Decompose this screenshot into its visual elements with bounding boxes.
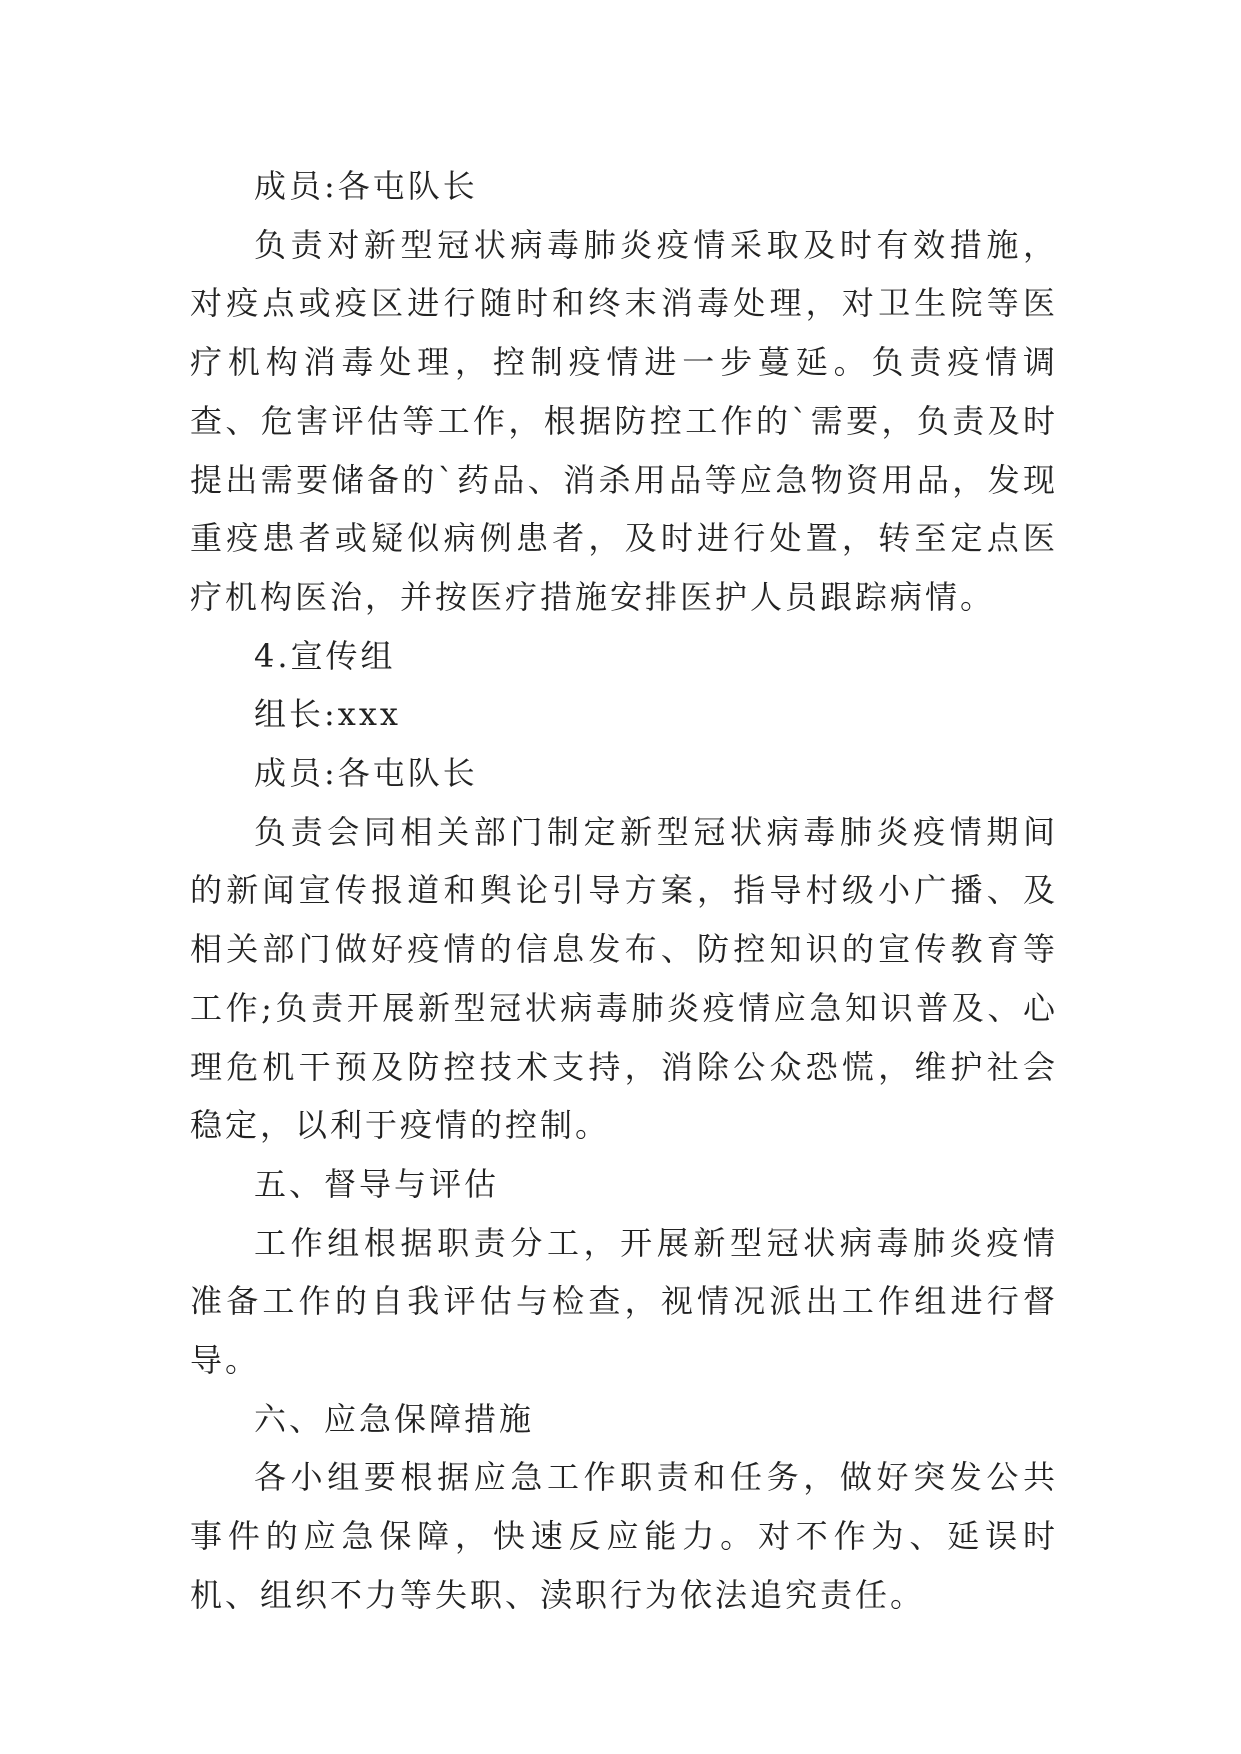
members-line-1: 成员:各屯队长	[254, 167, 478, 205]
group-leader-line: 组长:xxx	[254, 695, 401, 734]
disinfection-duties-paragraph: 负责对新型冠状病毒肺炎疫情采取及时有效措施，对疫点或疫区进行随时和终末消毒处理，对卫生院等医疗机构消毒处理，控制疫情进一步蔓延。负责疫情调查、危害评估等工作，根据防控工作的`需要，负责及时提出需要储备的`药品、消杀用品等应急物资用品，发现重疫患者或疑似病例患者，及时进行处置，转至定点医疗机构医治，并按医疗措施安排医护人员跟踪病情。	[190, 225, 1058, 616]
section-heading-supervision: 五、督导与评估	[254, 1164, 500, 1203]
section-heading-publicity-group: 4.宣传组	[254, 636, 396, 675]
members-line-2: 成员:各屯队长	[254, 754, 478, 793]
emergency-measures-paragraph: 各小组要根据应急工作职责和任务，做好突发公共事件的应急保障，快速反应能力。对不作为、延误时机、组织不力等失职、渎职行为依法追究责任。	[190, 1458, 1058, 1614]
document-body	[190, 157, 1058, 1625]
supervision-paragraph: 工作组根据职责分工，开展新型冠状病毒肺炎疫情准备工作的自我评估与检查，视情况派出工作组进行督导。	[190, 1223, 1058, 1380]
section-heading-emergency-measures: 六、应急保障措施	[254, 1399, 535, 1438]
publicity-duties-paragraph: 负责会同相关部门制定新型冠状病毒肺炎疫情期间的新闻宣传报道和舆论引导方案，指导村级小广播、及相关部门做好疫情的信息发布、防控知识的宣传教育等工作;负责开展新型冠状病毒肺炎疫情应急知识普及、心理危机干预及防控技术支持，消除公众恐慌，维护社会稳定，以利于疫情的控制。	[190, 812, 1058, 1145]
